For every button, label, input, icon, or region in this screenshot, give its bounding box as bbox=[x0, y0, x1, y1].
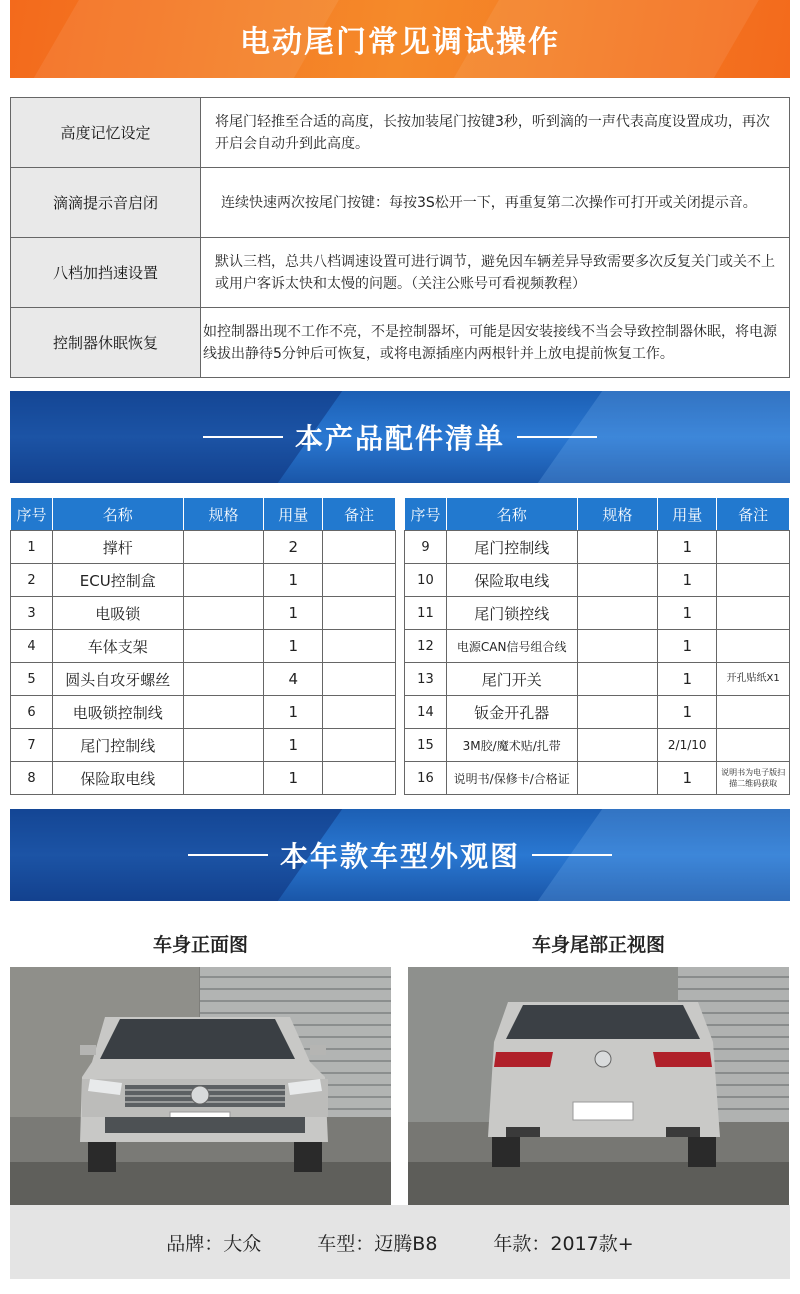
part-qty: 1 bbox=[658, 663, 717, 696]
part-spec bbox=[577, 564, 658, 597]
header-spec: 规格 bbox=[577, 498, 658, 531]
year-text: 年款：2017款+ bbox=[493, 1232, 634, 1255]
header-title: 电动尾门常见调试操作 bbox=[240, 25, 560, 60]
part-name: ECU控制盒 bbox=[52, 564, 183, 597]
parts-header-row bbox=[11, 498, 396, 531]
part-no: 13 bbox=[405, 663, 447, 696]
settings-label: 控制器休眠恢复 bbox=[11, 308, 201, 378]
brand-text: 品牌：大众 bbox=[166, 1232, 262, 1255]
settings-desc: 默认三档，总共八档调速设置可进行调节，避免因车辆差异导致需要多次反复关门或关不上或用户客诉太快和太慢的问题。（关注公账号可看视频教程） bbox=[201, 238, 790, 308]
part-note bbox=[323, 729, 396, 762]
header-qty: 用量 bbox=[264, 498, 323, 531]
part-no: 5 bbox=[11, 663, 53, 696]
part-note bbox=[323, 630, 396, 663]
part-qty: 1 bbox=[264, 564, 323, 597]
part-no: 10 bbox=[405, 564, 447, 597]
part-qty: 1 bbox=[264, 630, 323, 663]
banner-line bbox=[532, 854, 612, 856]
parts-row bbox=[11, 762, 396, 795]
parts-row bbox=[405, 564, 790, 597]
parts-row bbox=[11, 597, 396, 630]
part-note: 开孔贴纸X1 bbox=[717, 663, 790, 696]
part-name: 电源CAN信号组合线 bbox=[446, 630, 577, 663]
part-note bbox=[323, 597, 396, 630]
header-banner bbox=[10, 0, 790, 78]
part-spec bbox=[183, 630, 264, 663]
banner-line bbox=[203, 436, 283, 438]
part-qty: 1 bbox=[658, 696, 717, 729]
part-no: 9 bbox=[405, 531, 447, 564]
parts-row bbox=[405, 597, 790, 630]
parts-banner-title: 本产品配件清单 bbox=[294, 422, 505, 455]
part-name: 电吸锁 bbox=[52, 597, 183, 630]
appearance-banner bbox=[10, 809, 790, 901]
header-note: 备注 bbox=[717, 498, 790, 531]
part-spec bbox=[183, 531, 264, 564]
rear-caption: 车身尾部正视图 bbox=[531, 934, 665, 956]
part-spec bbox=[183, 762, 264, 795]
part-name: 说明书/保修卡/合格证 bbox=[446, 762, 577, 795]
parts-row bbox=[11, 696, 396, 729]
part-note bbox=[323, 663, 396, 696]
part-spec bbox=[183, 564, 264, 597]
appearance-banner-title: 本年款车型外观图 bbox=[279, 840, 520, 873]
header-note: 备注 bbox=[323, 498, 396, 531]
header-no: 序号 bbox=[11, 498, 53, 531]
header-name: 名称 bbox=[52, 498, 183, 531]
part-qty: 2 bbox=[264, 531, 323, 564]
parts-row bbox=[11, 729, 396, 762]
part-qty: 1 bbox=[658, 564, 717, 597]
part-note bbox=[717, 630, 790, 663]
part-name: 尾门锁控线 bbox=[446, 597, 577, 630]
part-no: 7 bbox=[11, 729, 53, 762]
part-no: 2 bbox=[11, 564, 53, 597]
part-spec bbox=[577, 630, 658, 663]
parts-row bbox=[11, 663, 396, 696]
parts-header-row bbox=[405, 498, 790, 531]
banner-line bbox=[517, 436, 597, 438]
parts-row bbox=[405, 531, 790, 564]
part-note bbox=[323, 762, 396, 795]
parts-banner bbox=[10, 391, 790, 483]
parts-row bbox=[405, 696, 790, 729]
part-name: 3M胶/魔术贴/扎带 bbox=[446, 729, 577, 762]
car-front-image bbox=[10, 967, 391, 1205]
part-note bbox=[717, 564, 790, 597]
parts-row bbox=[11, 630, 396, 663]
part-note bbox=[717, 696, 790, 729]
settings-label: 滴滴提示音启闭 bbox=[11, 168, 201, 238]
part-note bbox=[717, 531, 790, 564]
part-name: 尾门开关 bbox=[446, 663, 577, 696]
part-no: 16 bbox=[405, 762, 447, 795]
part-name: 圆头自攻牙螺丝 bbox=[52, 663, 183, 696]
part-name: 尾门控制线 bbox=[52, 729, 183, 762]
part-name: 车体支架 bbox=[52, 630, 183, 663]
part-qty: 1 bbox=[264, 597, 323, 630]
part-no: 15 bbox=[405, 729, 447, 762]
settings-label: 八档加挡速设置 bbox=[11, 238, 201, 308]
settings-desc: 将尾门轻推至合适的高度，长按加装尾门按键3秒，听到滴的一声代表高度设置成功，再次开启会自动升到此高度。 bbox=[201, 98, 790, 168]
part-qty: 1 bbox=[264, 729, 323, 762]
part-note bbox=[323, 696, 396, 729]
part-spec bbox=[577, 696, 658, 729]
part-no: 4 bbox=[11, 630, 53, 663]
part-qty: 4 bbox=[264, 663, 323, 696]
part-no: 1 bbox=[11, 531, 53, 564]
parts-row bbox=[11, 531, 396, 564]
part-note bbox=[717, 597, 790, 630]
settings-row bbox=[11, 98, 790, 168]
part-note bbox=[717, 729, 790, 762]
part-spec bbox=[577, 663, 658, 696]
part-name: 撑杆 bbox=[52, 531, 183, 564]
settings-label: 高度记忆设定 bbox=[11, 98, 201, 168]
part-spec bbox=[577, 597, 658, 630]
header-spec: 规格 bbox=[183, 498, 264, 531]
part-qty: 1 bbox=[264, 696, 323, 729]
settings-row bbox=[11, 308, 790, 378]
part-qty: 1 bbox=[658, 597, 717, 630]
part-qty: 1 bbox=[658, 762, 717, 795]
parts-row bbox=[405, 663, 790, 696]
part-no: 11 bbox=[405, 597, 447, 630]
part-note bbox=[323, 531, 396, 564]
part-note: 说明书为电子版扫描二维码获取 bbox=[717, 762, 790, 795]
part-qty: 1 bbox=[658, 630, 717, 663]
banner-line bbox=[188, 854, 268, 856]
vehicle-info-bar bbox=[10, 1205, 790, 1279]
part-no: 6 bbox=[11, 696, 53, 729]
header-qty: 用量 bbox=[658, 498, 717, 531]
part-name: 钣金开孔器 bbox=[446, 696, 577, 729]
part-spec bbox=[577, 531, 658, 564]
model-text: 车型：迈腾B8 bbox=[317, 1232, 438, 1255]
part-spec bbox=[183, 597, 264, 630]
settings-row bbox=[11, 168, 790, 238]
part-name: 尾门控制线 bbox=[446, 531, 577, 564]
part-spec bbox=[183, 696, 264, 729]
parts-table-right bbox=[404, 497, 790, 795]
settings-desc: 如控制器出现不工作不亮，不是控制器坏，可能是因安装接线不当会导致控制器休眠，将电源线拔出静待5分钟后可恢复，或将电源插座内两根针并上放电提前恢复工作。 bbox=[201, 308, 790, 378]
part-spec bbox=[183, 663, 264, 696]
parts-row bbox=[405, 630, 790, 663]
part-no: 3 bbox=[11, 597, 53, 630]
part-note bbox=[323, 564, 396, 597]
settings-desc: 连续快速两次按尾门按键：每按3S松开一下，再重复第二次操作可打开或关闭提示音。 bbox=[201, 168, 790, 238]
parts-row bbox=[405, 729, 790, 762]
part-no: 8 bbox=[11, 762, 53, 795]
part-no: 14 bbox=[405, 696, 447, 729]
part-name: 保险取电线 bbox=[446, 564, 577, 597]
parts-row bbox=[11, 564, 396, 597]
part-qty: 1 bbox=[264, 762, 323, 795]
part-name: 电吸锁控制线 bbox=[52, 696, 183, 729]
car-rear-image bbox=[408, 967, 789, 1205]
settings-row bbox=[11, 238, 790, 308]
part-spec bbox=[577, 729, 658, 762]
part-name: 保险取电线 bbox=[52, 762, 183, 795]
header-no: 序号 bbox=[405, 498, 447, 531]
front-caption: 车身正面图 bbox=[152, 934, 248, 956]
part-spec bbox=[183, 729, 264, 762]
part-spec bbox=[577, 762, 658, 795]
part-qty: 2/1/10 bbox=[658, 729, 717, 762]
settings-table bbox=[10, 97, 790, 378]
parts-table-left bbox=[10, 497, 396, 795]
header-name: 名称 bbox=[446, 498, 577, 531]
part-no: 12 bbox=[405, 630, 447, 663]
part-qty: 1 bbox=[658, 531, 717, 564]
parts-row bbox=[405, 762, 790, 795]
